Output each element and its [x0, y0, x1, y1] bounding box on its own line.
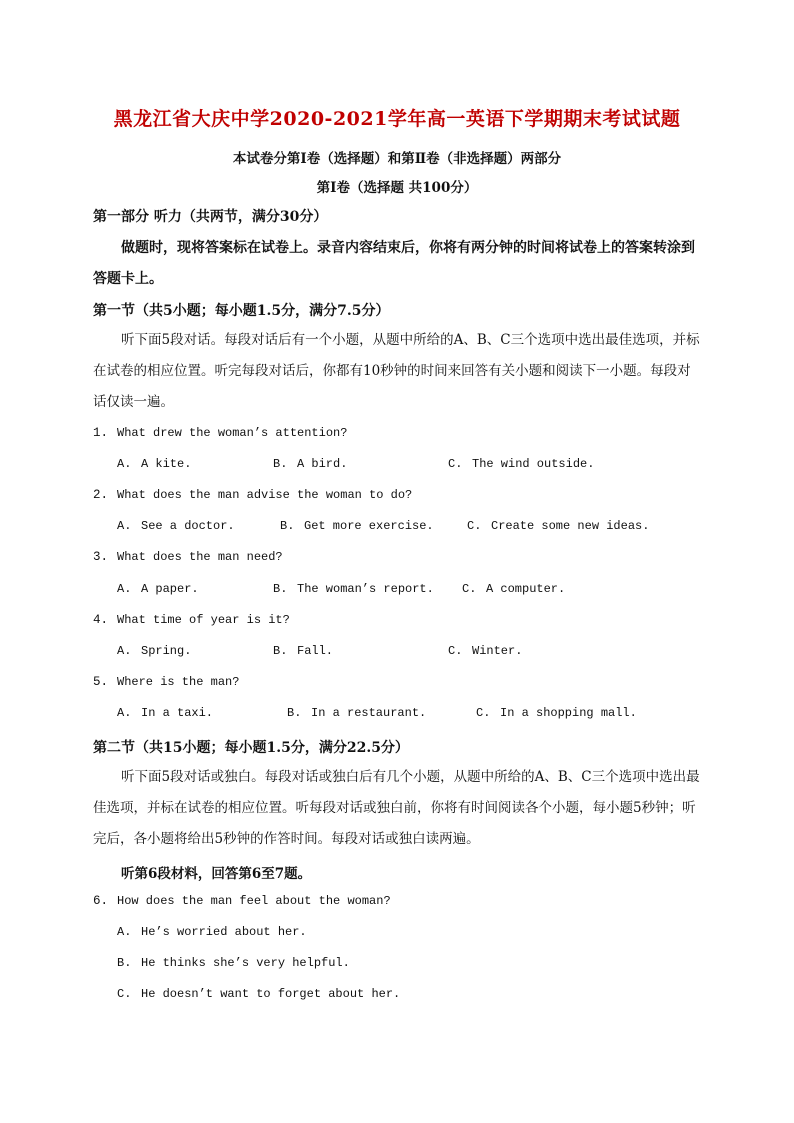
q6-option-b: B. He thinks she’s very helpful.: [117, 956, 350, 970]
question-text: What drew the woman’s attention?: [117, 426, 348, 440]
question-3: [93, 550, 283, 564]
question-number: 5.: [93, 675, 109, 689]
q6-option-a: A. He’s worried about her.: [117, 925, 307, 939]
q1-option-c: C. The wind outside.: [448, 457, 595, 471]
q3-option-b: B. The woman’s report.: [273, 582, 434, 596]
question-number: 2.: [93, 488, 109, 502]
q3-option-c: C. A computer.: [462, 582, 566, 596]
question-2: [93, 488, 412, 502]
q5-option-b: B. In a restaurant.: [287, 706, 427, 720]
q2-option-c: C. Create some new ideas.: [467, 519, 650, 533]
question-text: What does the man need?: [117, 550, 283, 564]
q5-option-c: C. In a shopping mall.: [476, 706, 637, 720]
section2-instruction: 听下面5段对话或独白。每段对话或独白后有几个小题，从题中所给的A、B、C三个选项中选出最佳选项，并标在试卷的相应位置。听每段对话或独白前，你将有时间阅读各个小题，每小题5秒钟；听完后，各小题将给出5秒钟的作答时间。每段对话或独白读两遍。: [93, 769, 700, 847]
question-text: What time of year is it?: [117, 613, 290, 627]
paper-structure-note: 本试卷分第Ⅰ卷（选择题）和第Ⅱ卷（非选择题）两部分: [232, 151, 562, 167]
q6-option-c: C. He doesn’t want to forget about her.: [117, 987, 401, 1001]
question-text: Where is the man?: [117, 675, 240, 689]
q4-option-a: A. Spring.: [117, 644, 192, 658]
part1-instruction: 做题时，现将答案标在试卷上。录音内容结束后，你将有两分钟的时间将试卷上的答案转涂到答题卡上。: [93, 240, 695, 287]
section1-heading: 第一节（共5小题；每小题1.5分，满分7.5分）: [93, 303, 390, 319]
question-number: 6.: [93, 894, 109, 908]
q5-option-a: A. In a taxi.: [117, 706, 214, 720]
page-title: 黑龙江省大庆中学2020-2021学年高一英语下学期期末考试试题: [113, 108, 681, 130]
question-4: [93, 613, 290, 627]
material-6-note: 听第6段材料，回答第6至7题。: [121, 866, 312, 882]
volume-heading: 第Ⅰ卷（选择题 共100分）: [316, 180, 478, 196]
q4-option-b: B. Fall.: [273, 644, 334, 658]
question-text: How does the man feel about the woman?: [117, 894, 391, 908]
question-number: 1.: [93, 426, 109, 440]
section1-instruction: 听下面5段对话。每段对话后有一个小题，从题中所给的A、B、C三个选项中选出最佳选项，并标在试卷的相应位置。听完每段对话后，你都有10秒钟的时间来回答有关小题和阅读下一小题。每段对话仅读一遍。: [93, 332, 700, 410]
q3-option-a: A. A paper.: [117, 582, 199, 596]
q2-option-b: B. Get more exercise.: [280, 519, 434, 533]
question-1: [93, 426, 347, 440]
question-text: What does the man advise the woman to do?: [117, 488, 413, 502]
part1-heading: 第一部分 听力（共两节，满分30分）: [93, 209, 328, 225]
question-5: [93, 675, 239, 689]
section2-heading: 第二节（共15小题；每小题1.5分，满分22.5分）: [93, 740, 409, 756]
question-number: 3.: [93, 550, 109, 564]
question-6: [93, 894, 391, 908]
q1-option-b: B. A bird.: [273, 457, 348, 471]
q1-option-a: A. A kite.: [117, 457, 192, 471]
q2-option-a: A. See a doctor.: [117, 519, 235, 533]
q4-option-c: C. Winter.: [448, 644, 523, 658]
question-number: 4.: [93, 613, 109, 627]
